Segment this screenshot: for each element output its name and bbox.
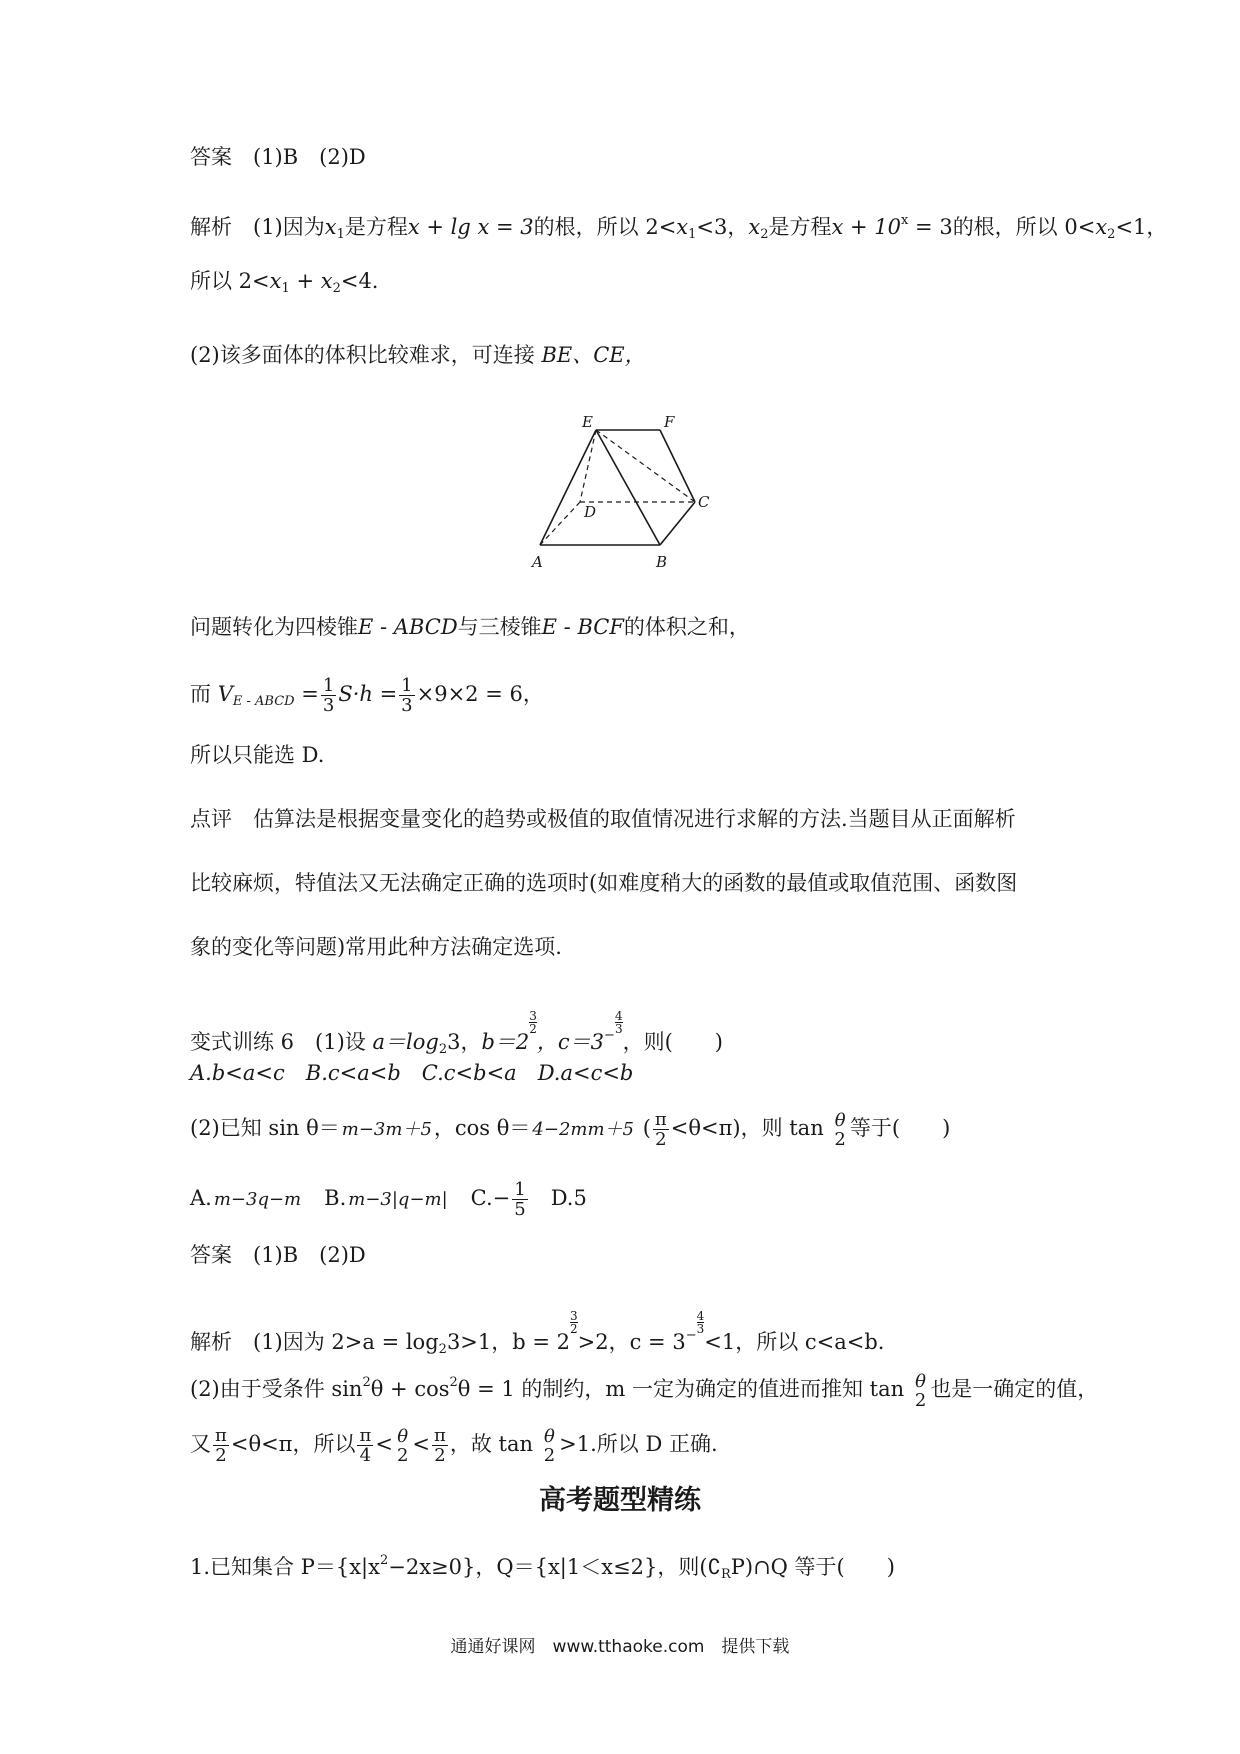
answer-line-1: 答案 (1)B (2)D xyxy=(190,145,366,169)
den: 2 xyxy=(434,1445,446,1466)
vars: E - BCF xyxy=(541,615,624,639)
text: <1，所以 c<a<b. xyxy=(704,1330,885,1354)
text: >1.所以 D 正确. xyxy=(559,1432,718,1456)
den: 3 xyxy=(322,695,335,716)
fraction xyxy=(321,676,336,715)
analysis2-line-3 xyxy=(190,1426,1090,1465)
var: V xyxy=(217,682,233,706)
den: 2 xyxy=(543,1444,556,1466)
edge-ea xyxy=(540,430,596,545)
equation: x + lg x = 3 xyxy=(407,215,534,239)
text: (2)已知 sin θ＝ xyxy=(190,1116,340,1140)
option-a: A. xyxy=(190,1186,212,1210)
label-d: D xyxy=(584,503,597,521)
num: 1 xyxy=(401,675,413,696)
text: (2)该多面体的体积比较难求，可连接 xyxy=(190,343,535,367)
text: 3， xyxy=(447,1030,482,1054)
convert-line xyxy=(190,612,1090,642)
exercise6-options-1 xyxy=(190,1058,1090,1088)
text: ，c＝3 xyxy=(536,1030,605,1054)
page-footer: 通通好课网 www.tthaoke.com 提供下载 xyxy=(450,1637,790,1657)
text: <3， xyxy=(696,215,749,239)
num: θ xyxy=(544,1425,555,1447)
den: 2 xyxy=(655,1129,667,1150)
vars: BE、CE， xyxy=(541,343,646,367)
exercise6-line-1 xyxy=(190,1010,1090,1065)
num: θ xyxy=(834,1109,846,1131)
num: 4 xyxy=(614,1009,623,1023)
den: q−m xyxy=(257,1189,302,1210)
den: 5 xyxy=(514,1199,526,1220)
exponent: 2 xyxy=(362,1375,371,1390)
num: θ xyxy=(397,1425,409,1447)
num: m−3 xyxy=(348,1189,392,1210)
exponent: 2 xyxy=(379,1553,389,1568)
part2-intro xyxy=(190,340,1090,370)
text: 的体积之和， xyxy=(623,615,750,639)
fraction xyxy=(532,1120,634,1139)
den: 2 xyxy=(834,1128,846,1150)
text: 所以 2< xyxy=(190,269,270,293)
den: 2 xyxy=(570,1322,578,1336)
comment-line-3: 象的变化等问题)常用此种方法确定选项. xyxy=(190,935,562,959)
label-b: B xyxy=(656,553,668,571)
num: m−3 xyxy=(213,1189,258,1210)
den: 3 xyxy=(614,1022,623,1036)
edge-ed xyxy=(580,430,596,502)
num: π xyxy=(215,1425,227,1446)
options: A.b<a<c B.c<a<b C.c<b<a D.a<c<b xyxy=(190,1061,634,1085)
text: < xyxy=(375,1432,393,1456)
fraction xyxy=(214,1190,301,1209)
text: ( xyxy=(642,1116,651,1140)
equation: x + 10 xyxy=(831,215,902,239)
text: < xyxy=(412,1432,430,1456)
text: −2x≥0}，Q＝{x|1＜x≤2}，则(∁ xyxy=(388,1555,721,1579)
comment-label: 点评 xyxy=(190,807,232,831)
text: S·h = xyxy=(338,682,398,706)
text: + xyxy=(289,269,321,293)
conclusion: 所以只能选 D. xyxy=(190,743,325,767)
text: 而 xyxy=(190,682,211,706)
text: 是方程 xyxy=(768,215,832,239)
analysis-line-1: 解析 (1)因为$x_1$是方程x + lg x = 3的根，所以 $2<x_1<3$，$x_2$是方程$x + 10^x = 3$的根，所以 $0<x_2<1$， xyxy=(190,213,1168,242)
num: π xyxy=(654,1109,667,1130)
text: 与三棱锥 xyxy=(457,615,542,639)
text: (1)因为 xyxy=(253,215,325,239)
den: m＋5 xyxy=(587,1119,634,1140)
text: 也是一确定的值， xyxy=(930,1377,1099,1401)
vars: E - ABCD xyxy=(358,615,458,639)
num: 4−2m xyxy=(532,1119,588,1140)
answer-line-2: 答案 (1)B (2)D xyxy=(190,1243,366,1267)
den: |q−m| xyxy=(391,1189,448,1210)
text: >2，c = 3 xyxy=(577,1330,686,1354)
text: ×9×2 = 6， xyxy=(416,682,544,706)
text: (2)由于受条件 sin xyxy=(190,1377,363,1401)
fraction xyxy=(342,1120,432,1139)
fraction xyxy=(653,1110,669,1149)
text: <θ<π)，则 tan xyxy=(670,1116,824,1140)
text: 3>1，b = 2 xyxy=(446,1330,571,1354)
edge-ec xyxy=(596,430,695,502)
text: = xyxy=(301,682,319,706)
exponent: 2 xyxy=(449,1375,458,1390)
exercise6-line-2 xyxy=(190,1110,1090,1149)
den: 2 xyxy=(529,1022,537,1036)
option-d: D.5 xyxy=(550,1186,587,1210)
num: 3 xyxy=(570,1309,578,1323)
num: 3 xyxy=(529,1009,537,1023)
volume-line xyxy=(190,676,1090,717)
option-c: C.− xyxy=(470,1186,511,1210)
exponent-fraction xyxy=(570,1310,578,1335)
text: b＝2 xyxy=(481,1030,530,1054)
fraction xyxy=(357,1426,373,1465)
text: ，故 tan xyxy=(449,1432,534,1456)
text: 等于( ) xyxy=(849,1116,951,1140)
analysis2-line-2 xyxy=(190,1368,1099,1411)
num: π xyxy=(359,1425,372,1446)
exponent-fraction xyxy=(529,1010,537,1035)
fraction xyxy=(542,1427,557,1465)
text: <1， xyxy=(1115,215,1168,239)
edge-da xyxy=(540,502,580,545)
question-1 xyxy=(190,1546,1090,1590)
sign: − xyxy=(604,1028,615,1043)
text: = 3 xyxy=(908,215,953,239)
text: (1)设 xyxy=(315,1030,366,1054)
sign: − xyxy=(685,1328,697,1343)
fraction xyxy=(399,676,414,715)
text: 估算法是根据变量变化的趋势或极值的取值情况进行求解的方法.当题目从正面解析 xyxy=(253,807,1016,831)
text: (1)因为 2>a = log xyxy=(253,1330,439,1354)
option-b: B. xyxy=(324,1186,347,1210)
num: θ xyxy=(915,1370,926,1392)
text: 是方程 xyxy=(344,215,408,239)
text: θ + cos xyxy=(370,1377,450,1401)
comment-line-2: 比较麻烦，特值法又无法确定正确的选项时(如难度稍大的函数的最值或取值范围、函数图 xyxy=(190,871,1018,895)
num: 1 xyxy=(322,675,335,696)
label-a: A xyxy=(532,553,543,571)
edge-eb xyxy=(596,430,660,545)
text: 又 xyxy=(190,1432,211,1456)
analysis-line-2: 所以 $2<x_1 + x_2<4$. xyxy=(190,269,379,296)
num: 1 xyxy=(514,1179,526,1200)
text: <θ<π，所以 xyxy=(230,1432,356,1456)
text: ，cos θ＝ xyxy=(433,1116,531,1140)
fraction xyxy=(512,1180,527,1219)
fraction xyxy=(395,1427,410,1465)
comment-line-1 xyxy=(190,804,1090,834)
den: 3 xyxy=(401,695,413,716)
num: π xyxy=(434,1425,446,1446)
fraction xyxy=(348,1190,447,1209)
analysis-label: 解析 xyxy=(190,215,232,239)
subscript: 2 xyxy=(438,1342,447,1357)
text: <4. xyxy=(340,269,379,293)
den: 2 xyxy=(396,1444,409,1466)
subscript: 2 xyxy=(438,1042,448,1057)
exponent-fraction xyxy=(615,1010,623,1035)
label-c: C xyxy=(698,493,710,511)
text: P)∩Q 等于( ) xyxy=(730,1555,895,1579)
den: 4 xyxy=(359,1445,372,1466)
exercise-label: 变式训练 6 xyxy=(190,1030,295,1054)
den: 2 xyxy=(215,1445,227,1466)
text: 的根，所以 2< xyxy=(533,215,677,239)
label-e: E xyxy=(582,413,593,431)
fraction xyxy=(213,1426,229,1465)
label-f: F xyxy=(664,413,675,431)
analysis2-line-1 xyxy=(190,1310,1090,1365)
num: m−3 xyxy=(341,1119,386,1140)
fraction xyxy=(913,1372,928,1410)
text: θ = 1 的制约，m 一定为确定的值进而推知 tan xyxy=(457,1377,905,1401)
den: 3 xyxy=(696,1322,705,1336)
exponent: x xyxy=(901,213,909,228)
text: 1.已知集合 P＝{x|x xyxy=(190,1555,380,1579)
fraction xyxy=(832,1111,847,1149)
fraction xyxy=(432,1426,448,1465)
subscript: E - ABCD xyxy=(232,694,295,709)
edge-fc xyxy=(660,430,695,502)
den: m＋5 xyxy=(385,1119,432,1140)
text: a＝log xyxy=(372,1030,439,1054)
polyhedron-diagram xyxy=(520,405,720,575)
num: 4 xyxy=(696,1309,705,1323)
den: 2 xyxy=(914,1389,927,1411)
text: ，则( ) xyxy=(622,1030,723,1054)
exercise6-options-2 xyxy=(190,1180,1090,1219)
subscript: R xyxy=(720,1567,731,1582)
text: 的根，所以 0< xyxy=(952,215,1096,239)
edge-cb xyxy=(660,502,695,545)
text: 问题转化为四棱锥 xyxy=(190,615,358,639)
section-title: 高考题型精练 xyxy=(539,1485,701,1516)
analysis-label: 解析 xyxy=(190,1330,232,1354)
